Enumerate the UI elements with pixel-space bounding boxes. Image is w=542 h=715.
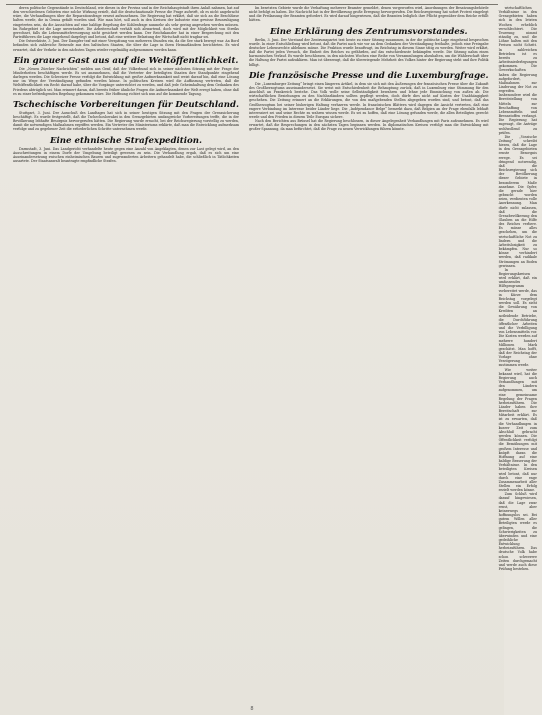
article-paragraph: Berlin, 3. Juni. Der Vorstand der Zentrumspartei trat heute zu einer Sitzung zusammen, in der die politische Lage eingehend besprochen wurde. In einer Entschließung wird betont, daß die Partei nach wie vor an dem Gedanken der Verständigung festhalte, jedoch eine Preisgabe deutscher Lebensrechte ablehnen müsse. Die Fraktion wurde beauftragt, im Reichstag in diesem Sinne tätig zu werden. Weiter wird erklärt, daß die Partei jeden Versuch, die Einheit des Reiches zu gefährden, auf das entschiedenste bekämpfen werde. Die Sitzung nahm einen harmonischen Verlauf. Es wurde beschlossen, in den nächsten Wochen eine Reihe von Versammlungen abzuhalten, um die Wählerschaft über die Haltung der Partei aufzuklären. Man ist überzeugt, daß die überwiegende Mehrheit des Volkes hinter der Regierung steht und ihre Politik billigt. — [248, 37, 489, 67]
article-headline: Die französische Presse und die Luxemburgfrage. — [248, 70, 489, 81]
article-paragraph: Im besetzten Gebiete wurde die Verhaftung mehrerer Beamter gemeldet, denen vorgeworfen wird, Anordnungen der Besatzungsbehörde nicht befolgt zu haben. Die Nachricht hat in der Bevölkerung große Erregung hervorgerufen. Die Reichsregierung hat sofort Protest eingelegt und die Freilassung der Beamten gefordert. Es wird darauf hingewiesen, daß die Beamten lediglich ihre Pflicht gegenüber dem Reiche erfüllt hätten. — [248, 6, 489, 23]
article-paragraph: wirtschaftlichen Verhältnisse in den Grenzgebieten haben sich in den letzten Wochen erheblich verschlechtert. Die Teuerung nimmt ständig zu, und die Löhne halten mit den Preisen nicht Schritt. In zahlreichen Betrieben ist es bereits zu Arbeitsniederlegungen gekommen. Die Gewerkschaften haben die Regierung aufgefordert, Maßnahmen zur Linderung der Not zu ergreifen. Insbesondere wird die Bereitstellung von Mitteln zur Beschaffung von Lebensmitteln und Brennstoffen verlangt. Die Regierung hat zugesagt, die Anträge wohlwollend zu prüfen. — [498, 6, 537, 135]
top-rule — [6, 4, 498, 5]
article-paragraph: Die Ostseeküste, 3. Juni. Der Dampfer traf mit einer Verspätung von mehreren Stunden ein, da die See stark bewegt war. An Bord befanden sich zahlreiche Reisende aus den baltischen Staaten, die über die Lage in ihren Heimatländern berichteten. Es wird erwartet, daß der Verkehr in den nächsten Tagen wieder regelmäßig aufgenommen werden kann. — [13, 39, 239, 52]
article-paragraph: Die „Neuen Zürcher Nachrichten“ melden aus Genf, daß der Völkerbund sich in seiner nächsten Sitzung mit der Frage der Minderheiten beschäftigen werde. Es sei anzunehmen, daß die Vertreter der beteiligten Staaten ihre Standpunkte eingehend darlegen werden. Die Schweizer Presse verfolgt die Entwicklung mit großer Aufmerksamkeit und weist darauf hin, daß eine Lösung nur im Wege der Verständigung gefunden werden könne. In politischen Kreisen wird die Auffassung vertreten, daß die Weltöffentlichkeit ein Recht darauf habe, über die Vorgänge unterrichtet zu werden, und daß jede Geheimhaltung dem Gedanken des Friedens abträglich sei. Man erinnert daran, daß bereits früher ähnliche Fragen die Aufmerksamkeit der Welt erregt haben, ohne daß es zu einer befriedigenden Regelung gekommen wäre. Die Hoffnung richtet sich nun auf die kommende Tagung. — [13, 66, 239, 96]
column-1 — [8, 6, 244, 701]
column-2 — [244, 6, 494, 701]
article-paragraph: Zum Schluß wird darauf hingewiesen, daß die Lage zwar ernst, aber keineswegs hoffnungslos sei. Bei gutem Willen aller Beteiligten werde es gelingen, die Schwierigkeiten zu überwinden und eine gedeihliche Entwicklung herbeizuführen. Das deutsche Volk habe schon schwerere Zeiten durchgemacht und werde auch diese Prüfung bestehen. — [498, 492, 537, 572]
article-paragraph: In Regierungskreisen wird erklärt, daß ein umfassendes Hilfsprogramm vorbereitet werde, das in Kürze dem Reichstag vorgelegt werden soll. Es sieht die Gewährung von Krediten an notleidende Betriebe, die Durchführung öffentlicher Arbeiten und die Verbilligung von Lebensmitteln vor. Die Kosten werden auf mehrere hundert Millionen Mark geschätzt. Man hofft, daß der Reichstag der Vorlage ohne Verzögerung zustimmen werde. — [498, 267, 537, 368]
article-paragraph: Die „Luxemburger Zeitung“ bringt einen längeren Artikel, in dem sie sich mit den Äußerungen der französischen Presse über die Zukunft des Großherzogtums auseinandersetzt. Sie weist mit Entschiedenheit die Behauptung zurück, daß in Luxemburg eine Stimmung für den Anschluß an Frankreich bestehe. Das Volk wolle seine Selbständigkeit bewahren und lehne jede Einmischung von außen ab. Die wirtschaftlichen Beziehungen zu den Nachbarländern sollten gepflegt werden, doch dürfe dies nicht auf Kosten der Unabhängigkeit geschehen. Die Zeitung erinnert an die Erklärungen, die von den maßgebenden Stellen abgegeben worden sind, und betont, daß das Großherzogtum bei seiner bisherigen Haltung verharren werde. In französischen Blättern wird dagegen die Ansicht vertreten, daß eine engere Verbindung im Interesse beider Länder liege. Die „Indépendance Belge“ bemerkt dazu, daß Belgien an der Frage ebenfalls lebhaft interessiert sei und seine Rechte zu wahren wissen werde. Es sei zu hoffen, daß eine Lösung gefunden werde, die allen Beteiligten gerecht werde und den Frieden in diesem Teile Europas sichere. — [248, 81, 489, 119]
column-3 — [494, 6, 542, 701]
article-paragraph: Wie weiter bekannt wird, hat die Regierung auch Verhandlungen mit den Ländern aufgenommen, um eine gemeinsame Regelung der Fragen herbeizuführen. Die Länder haben ihre Bereitschaft zur Mitarbeit erklärt. Es ist zu erwarten, daß die Verhandlungen in kurzer Zeit zum Abschluß gebracht werden können. Die Öffentlichkeit verfolgt die Bemühungen mit großem Interesse und knüpft daran die Hoffnung auf eine baldige Besserung der Verhältnisse. In den beteiligten Kreisen wird betont, daß nur durch eine enge Zusammenarbeit aller Stellen ein Erfolg erzielt werden könne. — [498, 367, 537, 493]
article-paragraph: Nach den Berichten aus Brüssel hat die Regierung beschlossen, in dieser Angelegenheit Verhandlungen mit Paris aufzunehmen. Es wird erwartet, daß die Besprechungen in den nächsten Tagen beginnen werden. In diplomatischen Kreisen verfolgt man die Entwicklung mit großer Spannung, da man befürchtet, daß die Frage zu neuen Verwicklungen führen könnte. — [248, 119, 489, 132]
article-headline: Eine ethnische Strafexpedition. — [49, 135, 202, 146]
article-headline: Ein grauer Gast aus auf die Weltöffentlichkeit. — [13, 55, 239, 66]
article-paragraph: Stuttgart, 3. Juni. Der Ausschuß des Landtages hat sich in seiner heutigen Sitzung mit den Fragen der Grenzsicherung beschäftigt. Es wurde festgestellt, daß die Tschechoslowakei in den Grenzgebieten umfangreiche Vorbereitungen treffe, die in der Bevölkerung lebhafte Besorgnis hervorgerufen hätten. Die Regierung wurde ersucht, bei der Reichsregierung vorstellig zu werden, damit die notwendigen Maßnahmen ergriffen werden. Ein Vertreter des Ministeriums erklärte, daß man die Entwicklung aufmerksam verfolge und zu gegebener Zeit die erforderlichen Schritte unternehmen werde. — [13, 110, 239, 132]
article-paragraph: deren politische Gegenstände in Deutschland, wie dieses in der Provinz und in der Reichshauptstadt ihren Anlaß nahmen, hat auf den verschiedenen Gebieten eine solche Wirkung erzielt, daß die deutschnationale Presse die Frage aufwirft, ob es nicht angebracht wäre, die Verhandlungen über die Reparationsfrage erneut aufzunehmen. Die Regierung hat erklärt, daß sie sich an die Beschlüsse halten werde, die in Genua gefaßt worden sind. Wie man hört, soll auch in den Kreisen der Industrie eine gewisse Beunruhigung eingetreten sein, da die Aussichten auf eine baldige Regelung der Kohlenfrage nunmehr als sehr gering angesehen werden müssen. Im Ruhrgebiet ist die Lage unverändert. Die Arbeiterschaft verhält sich abwartend, doch wird mit der Möglichkeit von Streiks gerechnet, falls die Lebensmittelversorgung nicht gesichert werden kann. Der Reichskanzler hat in einer Besprechung mit den Parteiführern die Lage eingehend dargelegt und betont, daß eine weitere Belastung der Wirtschaft nicht tragbar sei. — [13, 6, 239, 40]
article-headline: Eine Erklärung des Zentrumsvorstandes. — [269, 26, 468, 37]
columns-container — [8, 6, 537, 701]
article-paragraph: Die „Vossische Zeitung“ schreibt hierzu, daß die Lage in den Grenzgebieten ernste Besorgnis errege. Es sei dringend notwendig, daß die Reichsregierung sich der Bevölkerung dieser Gebiete in besonderem Maße annehme. Die Opfer, die gerade hier gebracht worden seien, verdienten volle Anerkennung. Man dürfe nicht zulassen, daß die Grenzbevölkerung den Glauben an die Hilfe des Reiches verliere. Es müsse alles geschehen, um die wirtschaftliche Not zu lindern und die Arbeitslosigkeit zu bekämpfen. Nur so könne verhindert werden, daß radikale Strömungen an Boden gewinnen. — [498, 134, 537, 268]
article-headline: Tschechische Vorbereitungen für Deutschland. — [13, 99, 239, 110]
page-number: 8 — [250, 706, 254, 712]
article-paragraph: Darmstadt, 3. Juni. Das Landgericht verhandelte heute gegen eine Anzahl von Angeklagten, denen zur Last gelegt wird, an den Ausschreitungen in einem Dorfe der Umgebung beteiligt gewesen zu sein. Die Verhandlung ergab, daß es sich um eine Auseinandersetzung zwischen einheimischen Bauern und zugewanderten Arbeitern gehandelt habe, die schließlich in Tätlichkeiten ausartete. Der Staatsanwalt beantragte empfindliche Strafen. — [13, 146, 239, 164]
